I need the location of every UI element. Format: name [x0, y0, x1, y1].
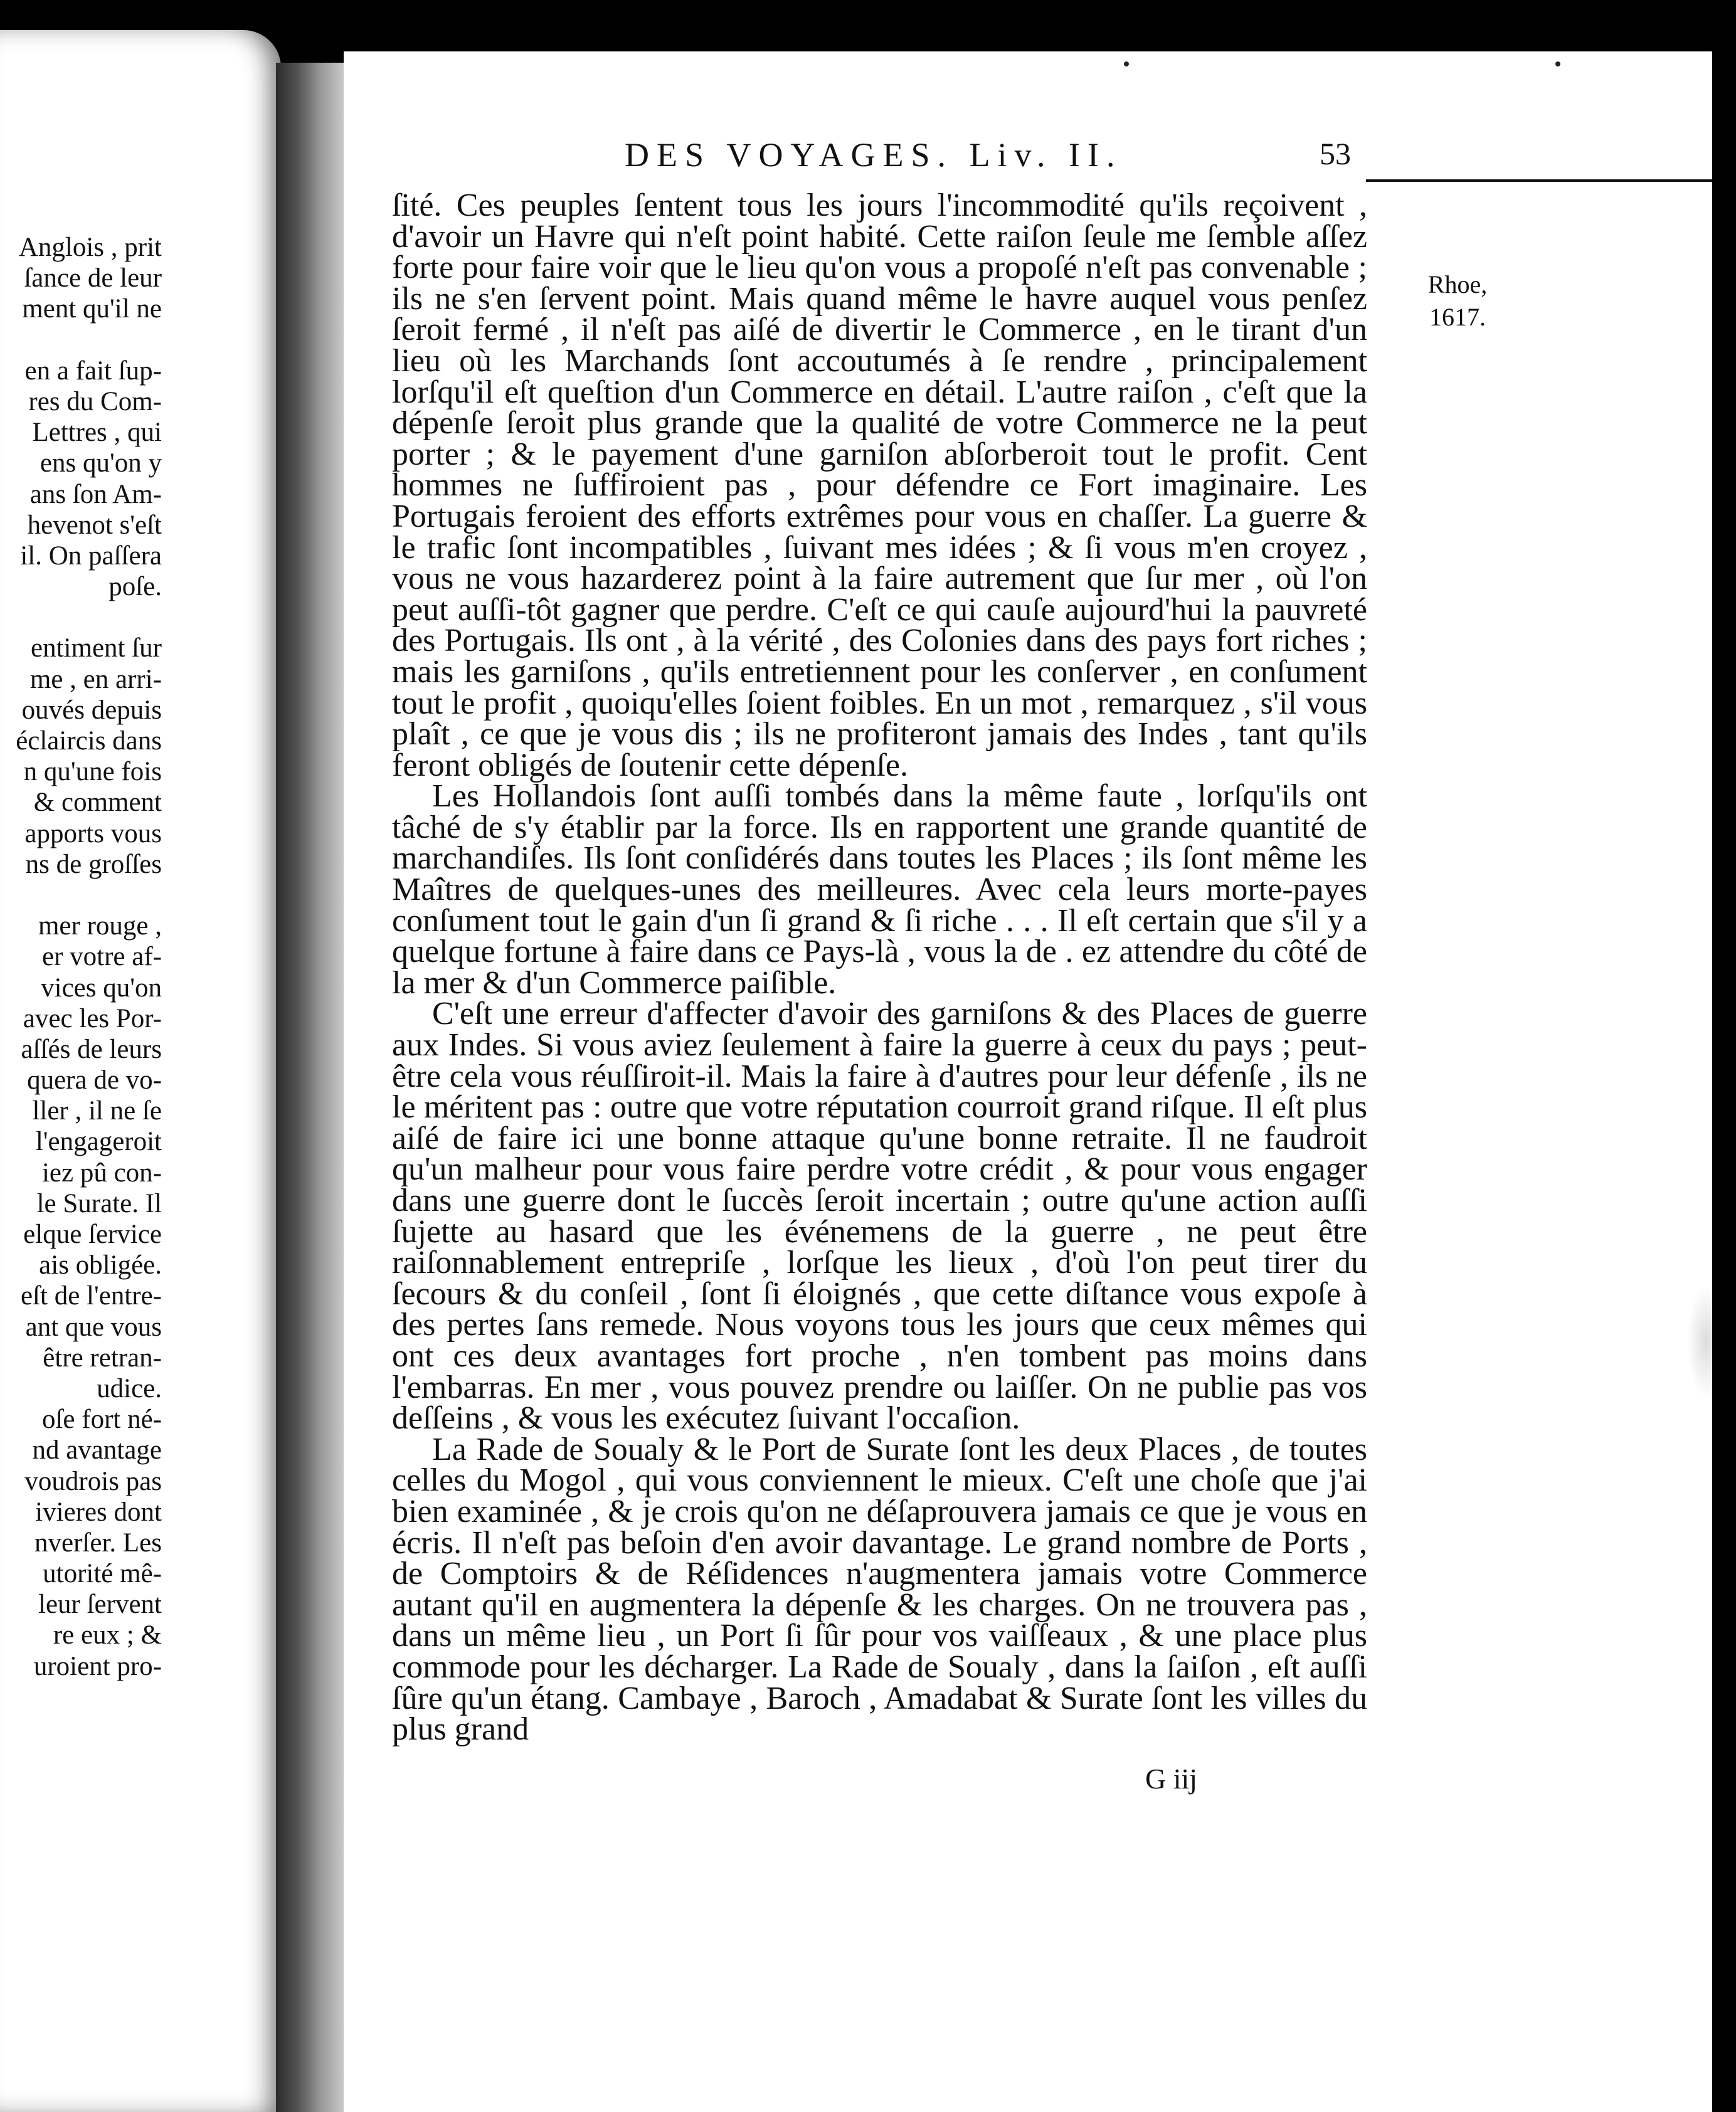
facing-page-line: en a fait ſup- [24, 356, 162, 386]
paragraph: Les Hollandois ſont auſſi tombés dans la même faute , lorſqu'ils ont tâché de s'y établir par la force. Ils en rapportent une grande quantité de marchandiſes. Ils ſont conſidérés dans toutes les Places ; ils ſont même les Maîtres de quelques-unes des meilleures. Avec cela leurs morte-payes conſument tout le gain d'un ſi grand & ſi riche . . . Il eſt certain que s'il y a quelque fortune à faire dans ce Pays-là , vous la de . ez attendre du côté de la mer & d'un Commerce paiſible. [392, 778, 1367, 1001]
facing-page-line: n qu'une fois [23, 757, 162, 787]
facing-page-line: leur ſervent [38, 1590, 162, 1620]
facing-page-line: Anglois , prit [18, 233, 162, 262]
facing-page-line: ant que vous [25, 1312, 162, 1342]
facing-page-line: utorité mê- [43, 1559, 162, 1589]
facing-page-line: re eux ; & [53, 1620, 162, 1650]
facing-page-line: vices qu'on [41, 973, 162, 1003]
facing-page-line: Lettres , qui [32, 418, 162, 448]
facing-page-line: le Surate. Il [36, 1188, 162, 1218]
facing-page-line: entiment ſur [31, 633, 162, 663]
facing-page-line: ment qu'il ne [22, 294, 162, 324]
paragraph: ſité. Ces peuples ſentent tous les jours l'incommodité qu'ils reçoivent , d'avoir un Havre qui n'eſt point habité. Cette raiſon ſeule me ſemble aſſez forte pour faire voir que le lieu qu'on vous a propoſé n'eſt pas convenable ; ils ne s'en ſervent point. Mais quand même le havre auquel vous penſez ſeroit fermé , il n'eſt pas aiſé de divertir le Commerce , en le tirant d'un lieu où les Marchands ſont accoutumés à ſe rendre , principalement lorſqu'il eſt queſtion d'un Commerce en détail. L'autre raiſon , c'eſt que la dépenſe ſeroit plus grande que la qualité de votre Commerce ne la peut porter ; & le payement d'une garniſon abſorberoit tout le profit. Cent hommes ne ſuffiroient pas , pour défendre ce Fort imaginaire. Les Portugais feroient des efforts extrêmes pour vous en chaſſer. La guerre & le trafic ſont incompatibles , ſuivant mes idées ; & ſi vous m'en croyez , vous ne vous hazarderez point à la faire autrement que ſur mer , où l'on peut auſſi-tôt gagner que perdre. C'eſt ce qui cauſe aujourd'hui la pauvreté des Portugais. Ils ont , à la vérité , des Colonies dans des pays fort riches ; mais les garniſons , qu'ils entretiennent pour les conſerver , en conſument tout le profit , quoiqu'elles ſoient foibles. En un mot , remarquez , s'il vous plaît , ce que je vous dis ; ils ne profiteront jamais des Indes , tant qu'ils feront obligés de ſoutenir cette dépenſe. [392, 187, 1367, 783]
facing-page-line: ſance de leur [24, 263, 162, 293]
signature-mark: G iij [1145, 1763, 1198, 1795]
facing-page-line: ouvés depuis [21, 695, 162, 725]
ink-speck [1124, 61, 1129, 66]
facing-page-line: apports vous [24, 818, 162, 848]
page-number: 53 [1320, 136, 1351, 171]
facing-page-line: oſe fort né- [41, 1405, 162, 1435]
margin-rule [1366, 179, 1712, 182]
facing-page-line: res du Com- [28, 386, 162, 416]
facing-page-line: avec les Por- [23, 1003, 162, 1033]
facing-page-line: ais obligée. [39, 1250, 162, 1280]
paragraph: C'eſt une erreur d'affecter d'avoir des garniſons & des Places de guerre aux Indes. Si vous aviez ſeulement à faire la guerre à ceux du pays ; peut-être cela vous réuſſiroit-il. Mais la faire à d'autres pour leur défenſe , ils ne le méritent pas : outre que votre réputation courroit grand riſque. Il eſt plus aiſé de faire ici une bonne attaque qu'une bonne retraite. Il ne faudroit qu'un malheur pour vous faire perdre votre crédit , & pour vous engager dans une guerre dont le ſuccès ſeroit incertain ; outre qu'une action auſſi ſujette au hasard que les événemens de la guerre , ne peut être raiſonnablement entrepriſe , lorſque les lieux , d'où l'on peut tirer du ſecours & du conſeil , ſont ſi éloignés , que cette diſtance vous expoſe à des pertes ſans remede. Nous voyons tous les jours que ceux mêmes qui ont ces deux avantages fort proche , n'en tombent pas moins dans l'embarras. En mer , vous pouvez prendre ou laiſſer. On ne publie pas vos deſſeins , & vous les exécutez ſuivant l'occaſion. [392, 996, 1367, 1437]
facing-page-line: ens qu'on y [40, 448, 162, 478]
facing-page-line: iez pû con- [41, 1158, 162, 1188]
facing-page-line [0, 602, 162, 633]
scan-border-right [1712, 0, 1736, 2112]
book-gutter [276, 63, 351, 2112]
body-text [392, 187, 1367, 1748]
facing-page-text [0, 232, 162, 1682]
facing-page-line: il. On paſſera [20, 541, 162, 571]
facing-page-line: ller , il ne ſe [32, 1096, 162, 1126]
facing-page-line: eſt de l'entre- [20, 1281, 162, 1311]
facing-page-line: elque ſervice [23, 1220, 162, 1249]
facing-page-line [0, 325, 162, 356]
running-header: DES VOYAGES. Liv. II. [625, 136, 1123, 174]
facing-page-line: me , en arri- [29, 664, 162, 694]
facing-page-line: poſe. [109, 572, 162, 602]
facing-page-line: er votre af- [42, 942, 162, 972]
facing-page-line: éclaircis dans [16, 726, 162, 756]
facing-page-line: aſſés de leurs [21, 1034, 162, 1064]
facing-page-line: hevenot s'eſt [27, 510, 162, 540]
facing-page-line: uroient pro- [33, 1651, 162, 1681]
margin-note [1389, 268, 1527, 334]
facing-page-line: ans ſon Am- [29, 479, 162, 509]
facing-page-line: ns de groſſes [25, 849, 162, 879]
facing-page-line: quera de vo- [27, 1065, 162, 1096]
facing-page-line: & comment [33, 788, 162, 818]
paragraph: La Rade de Soualy & le Port de Surate ſont les deux Places , de toutes celles du Mogol , qui vous conviennent le mieux. C'eſt une choſe que j'ai bien examinée , & je crois qu'on ne déſaprouvera jamais ce que je vous en écris. Il n'eſt pas beſoin d'en avoir davantage. Le grand nombre de Ports , de Comptoirs & de Réſidences n'augmentera jamais votre Commerce autant qu'il en augmentera la dépenſe & les charges. On ne trouvera pas , dans un même lieu , un Port ſi ſûr pour vos vaiſſeaux , & une place plus commode pour les décharger. La Rade de Soualy , dans la ſaiſon , eſt auſſi ſûre qu'un étang. Cambaye , Baroch , Amadabat & Surate ſont les villes du plus grand [392, 1431, 1367, 1748]
facing-page-line: mer rouge , [38, 911, 162, 941]
margin-note-author: Rhoe, [1427, 270, 1488, 298]
ink-speck [1555, 61, 1560, 66]
facing-page-line: voudrois pas [24, 1466, 162, 1496]
margin-note-year: 1617. [1429, 303, 1486, 331]
facing-page-line: nverſer. Les [34, 1528, 162, 1558]
facing-page-line: udice. [97, 1373, 162, 1403]
facing-page-left [0, 30, 281, 2112]
facing-page-line: être retran- [43, 1343, 162, 1373]
facing-page-line: ivieres dont [35, 1497, 162, 1527]
facing-page-line: nd avantage [32, 1435, 162, 1465]
facing-page-line: l'engageroit [35, 1127, 162, 1157]
facing-page-line [0, 880, 162, 911]
